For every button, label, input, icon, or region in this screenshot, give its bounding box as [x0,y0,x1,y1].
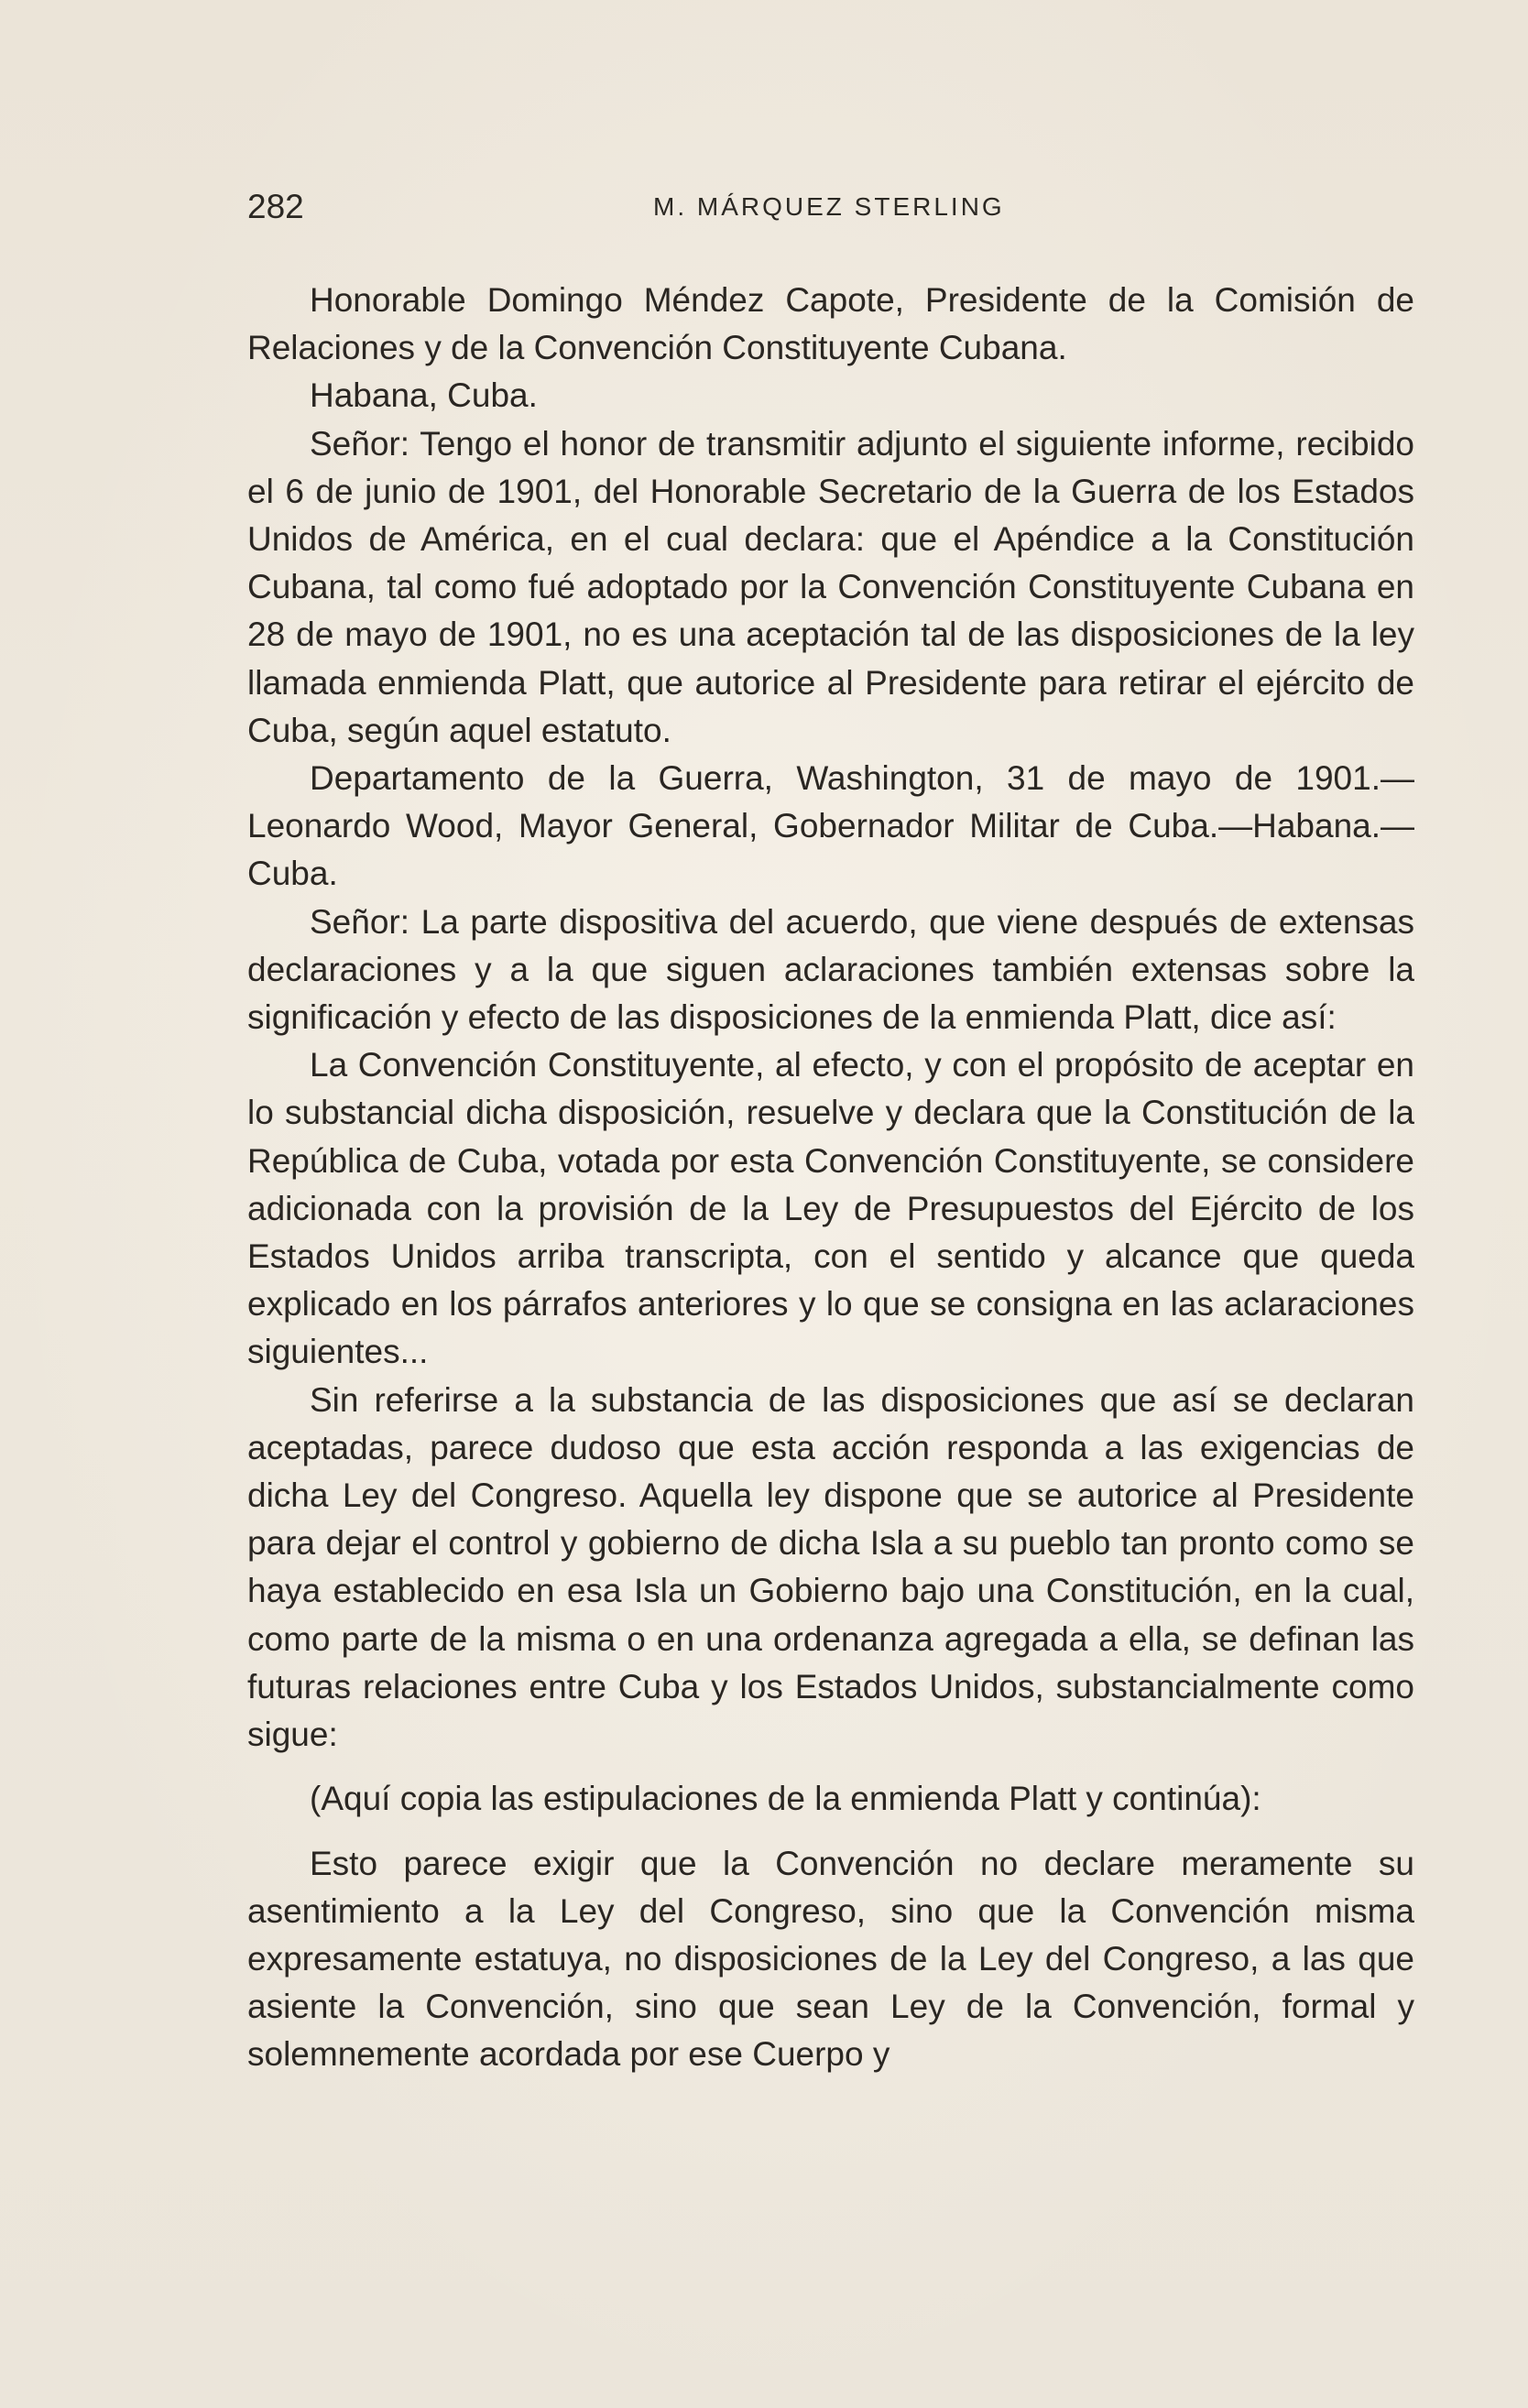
paragraph-location: Habana, Cuba. [310,376,538,415]
body-text [247,277,1414,2079]
paragraph-letter-intro: Señor: Tengo el honor de transmitir adjunto el siguiente informe, recibido el 6 de junio de 1901, del Honorable Secretario de la Guerra de los Estados Unidos de América, en el cual declara: que el Apéndice a la Constitución Cubana, tal como fué adoptado por la Convención Constituyente Cubana en 28 de mayo de 1901, no es una aceptación tal de las disposiciones de la ley llamada enmienda Platt, que autorice al Presidente para retirar el ejército de Cuba, según aquel estatuto. [247,424,1414,749]
paragraph-convention-quote: La Convención Constituyente, al efecto, y con el propósito de aceptar en lo substancial dicha disposición, resuelve y declara que la Constitución de la República de Cuba, votada por esta Convención Constituyente, se considere adicionada con la provisión de la Ley de Presupuestos del Ejército de los Estados Unidos arriba transcripta, con el sentido y alcance que queda explicado en los párrafos anteriores y lo que se consigna en las aclaraciones siguientes... [247,1046,1414,1371]
paragraph-platt-note: (Aquí copia las estipulaciones de la enmienda Platt y continúa): [310,1780,1261,1818]
paragraph-address: Honorable Domingo Méndez Capote, Presidente de la Comisión de Relaciones y de la Convención Constituyente Cubana. [247,281,1414,367]
page-header [247,188,1414,234]
paragraph-analysis: Sin referirse a la substancia de las disposiciones que así se declaran aceptadas, parece dudoso que esta acción responda a las exigencias de dicha Ley del Congreso. Aquella ley dispone que se autorice al Presidente para dejar el control y gobierno de dicha Isla a su pueblo tan pronto como se haya establecido en esa Isla un Gobierno bajo una Constitución, en la cual, como parte de la misma o en una ordenanza agregada a ella, se definan las futuras relaciones entre Cuba y los Estados Unidos, substancialmente como sigue: [247,1380,1414,1754]
paragraph-conclusion: Esto parece exigir que la Convención no declare meramente su asentimiento a la Ley del Congreso, sino que la Convención misma expresamente estatuya, no disposiciones de la Ley del Congreso, a las que asiente la Convención, sino que sean Ley de la Convención, formal y solemnemente acordada por ese Cuerpo y [247,1844,1414,2074]
page-number: 282 [247,188,304,225]
paragraph-dispositive-part: Señor: La parte dispositiva del acuerdo, que viene después de extensas declaraciones y a la que siguen aclaraciones también extensas sobre la significación y efecto de las disposiciones de la enmienda Platt, dice así: [247,902,1414,1037]
running-head: M. MÁRQUEZ STERLING [653,192,1005,221]
paragraph-war-department: Departamento de la Guerra, Washington, 31 de mayo de 1901.— Leonardo Wood, Mayor General, Gobernador Militar de Cuba.—Habana.—Cuba. [247,759,1414,893]
